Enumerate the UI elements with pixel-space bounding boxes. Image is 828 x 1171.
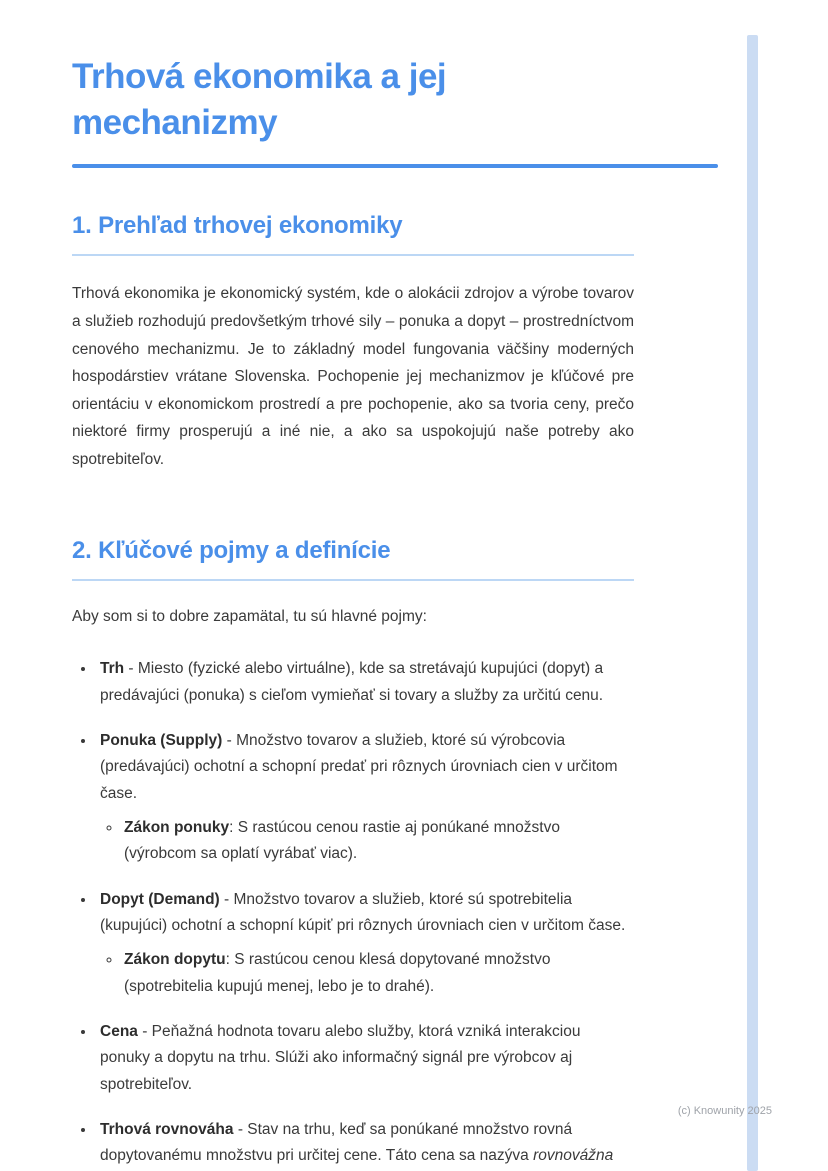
section-2-intro: Aby som si to dobre zapamätal, tu sú hlavné pojmy:: [72, 608, 427, 626]
term-label: Cena: [100, 1023, 138, 1040]
title-divider: [72, 164, 718, 168]
page-title: Trhová ekonomika a jej mechanizmy: [72, 57, 447, 143]
term-label: Trhová rovnováha: [100, 1121, 234, 1139]
term-definition: - Stav na trhu, keď sa ponúkané množstvo rovná dopytovanému množstvu pri určitej cene. Táto cena sa nazýva: [100, 1121, 573, 1165]
sub-term-label: Zákon ponuky: [124, 818, 230, 836]
sub-list-item-zakon-dopytu: [122, 947, 634, 1000]
sub-term-label: Zákon dopytu: [124, 951, 226, 969]
term-definition: - Množstvo tovarov a služieb, ktoré sú výrobcovia (predávajúci) ochotní a schopní predať pri rôznych úrovniach cien v určitom čase.: [100, 731, 618, 802]
right-accent-bar: [747, 35, 758, 1171]
sub-terms-list: [100, 947, 634, 1000]
list-item-dopyt: [96, 887, 634, 1000]
term-definition: - Peňažná hodnota tovaru alebo služby, ktorá vzniká interakciou ponuky a dopytu na trhu. Slúži ako informačný signál pre výrobcov aj spotrebiteľov.: [100, 1023, 581, 1093]
document-content: [72, 0, 634, 1170]
term-definition: - Množstvo tovarov a služieb, ktoré sú spotrebitelia (kupujúci) ochotní a schopní kúpiť pri rôznych úrovniach cien v určitom čase.: [100, 890, 626, 934]
list-item-cena: [96, 1019, 634, 1098]
section-overview: [72, 212, 634, 473]
section-2-heading: 2. Kľúčové pojmy a definície: [72, 537, 634, 581]
list-item-ponuka: [96, 728, 634, 868]
term-italic-tail: rovnovážna: [533, 1147, 614, 1165]
sub-list-item-zakon-ponuky: [122, 815, 634, 868]
list-item-trhova-rovnovaha: [96, 1117, 634, 1170]
sub-term-definition: : S rastúcou cenou klesá dopytované množstvo (spotrebitelia kupujú menej, lebo je to drahé).: [124, 951, 551, 995]
section-key-terms: [72, 537, 634, 1169]
sub-term-definition: : S rastúcou cenou rastie aj ponúkané množstvo (výrobcom sa oplatí vyrábať viac).: [124, 818, 560, 863]
sub-terms-list: [100, 815, 634, 868]
term-definition: - Miesto (fyzické alebo virtuálne), kde sa stretávajú kupujúci (dopyt) a predávajúci (ponuka) s cieľom vymieňať si tovary a služby za určitú cenu.: [100, 660, 604, 704]
copyright: (c) Knowunity 2025: [677, 1105, 772, 1117]
section-1-heading: 1. Prehľad trhovej ekonomiky: [72, 212, 634, 256]
term-label: Ponuka (Supply): [100, 731, 223, 749]
terms-list: [72, 656, 634, 1170]
term-label: Trh: [100, 660, 125, 678]
list-item-trh: [96, 656, 634, 709]
term-label: Dopyt (Demand): [100, 890, 220, 908]
section-1-paragraph: Trhová ekonomika je ekonomický systém, kde o alokácii zdrojov a výrobe tovarov a služieb rozhodujú predovšetkým trhové sily – ponuka a dopyt – prostredníctvom cenového mechanizmu. Je to základný model fungovania väčšiny moderných hospodárstiev vrátane Slovenska. Pochopenie jej mechanizmov je kľúčové pre orientáciu v ekonomickom prostredí a pre pochopenie, ako sa tvoria ceny, prečo niektoré firmy prosperujú a iné nie, a ako sa uspokojujú naše potreby ako spotrebiteľov.: [72, 285, 634, 468]
